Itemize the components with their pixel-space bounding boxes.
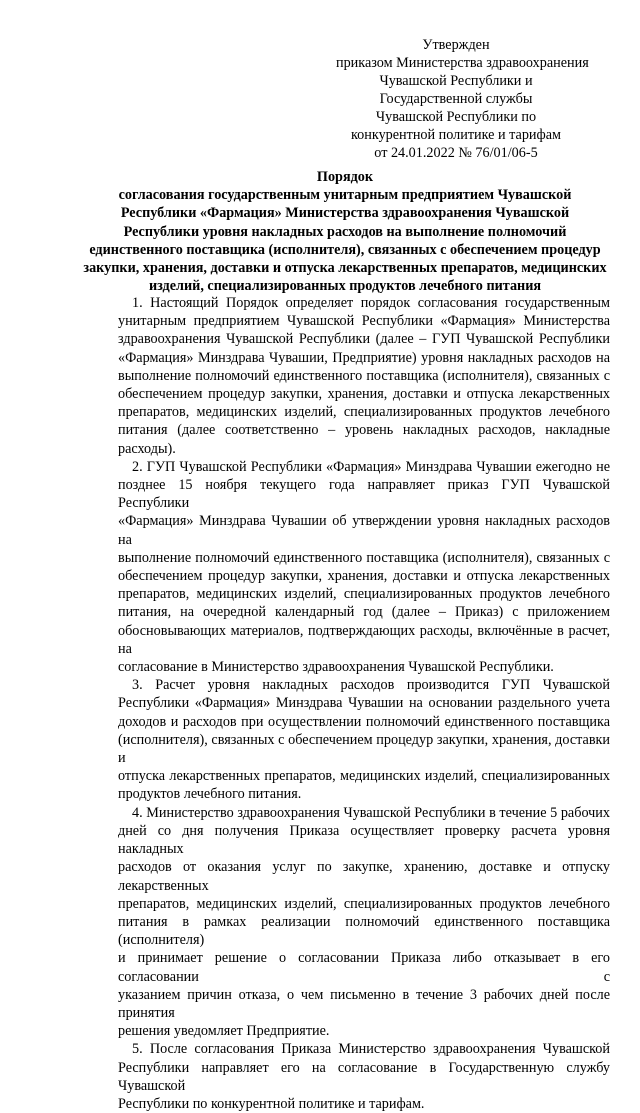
paragraph-line: и принимает решение о согласовании Приказа либо отказывает в его согласовании с bbox=[118, 950, 610, 985]
paragraph-3 bbox=[118, 676, 610, 803]
paragraph-line: 2. ГУП Чувашской Республики «Фармация» Минздрава Чувашии ежегодно не bbox=[132, 458, 610, 475]
paragraph-line: Республики «Фармация» Минздрава Чувашии на основании раздельного учета bbox=[118, 695, 610, 712]
approval-line: от 24.01.2022 № 76/01/06-5 bbox=[374, 145, 538, 161]
paragraph-line: расходов от оказания услуг по закупке, хранению, доставке и отпуску лекарственных bbox=[118, 859, 610, 894]
approval-line: Чувашской Республики и bbox=[379, 73, 533, 89]
paragraph-line: питания в рамках реализации полномочий единственного поставщика (исполнителя) bbox=[118, 913, 610, 949]
approval-line: приказом Министерства здравоохранения bbox=[336, 55, 589, 71]
paragraph-line: 1. Настоящий Порядок определяет порядок согласования государственным bbox=[132, 295, 610, 311]
paragraph-line: питания (далее соответственно – уровень накладных расходов, накладные расходы). bbox=[118, 422, 610, 457]
title-line: Республики уровня накладных расходов на выполнение полномочий bbox=[123, 223, 567, 240]
paragraph-line: питания, на очередной календарный год (далее – Приказ) с приложением bbox=[118, 604, 610, 621]
paragraph-line: отпуска лекарственных препаратов, медицинских изделий, специализированных bbox=[118, 768, 610, 785]
paragraph-line: доходов и расходов при осуществлении полномочий единственного поставщика bbox=[118, 713, 610, 730]
paragraph-line: обеспечением процедур закупки, хранения, доставки и отпуска лекарственных bbox=[118, 568, 610, 585]
paragraph-line: препаратов, медицинских изделий, специализированных продуктов лечебного bbox=[118, 895, 610, 912]
approval-line: Государственной службы bbox=[379, 91, 533, 107]
paragraph-line: обосновывающих материалов, подтверждающих расходы, включённые в расчет, на bbox=[118, 622, 610, 657]
paragraph-line: 4. Министерство здравоохранения Чувашской Республики в течение 5 рабочих bbox=[132, 804, 610, 821]
title-line: Республики «Фармация» Министерства здравоохранения Чувашской bbox=[120, 205, 570, 222]
approval-line: Утвержден bbox=[422, 37, 490, 53]
paragraph-line: продуктов лечебного питания. bbox=[118, 786, 302, 803]
paragraph-line: здравоохранения Чувашской Республики (далее – ГУП Чувашской Республики bbox=[118, 331, 610, 348]
paragraph-line: Республики по конкурентной политике и тарифам. bbox=[118, 1095, 425, 1112]
paragraph-2 bbox=[118, 458, 610, 676]
paragraph-line: решения уведомляет Предприятие. bbox=[118, 1023, 330, 1040]
paragraph-line: препаратов, медицинских изделий, специализированных продуктов лечебного bbox=[118, 404, 610, 421]
paragraph-4 bbox=[118, 804, 610, 1041]
document-body bbox=[118, 294, 610, 1113]
paragraph-line: «Фармация» Минздрава Чувашии, Предприятие) уровня накладных расходов на bbox=[118, 349, 610, 366]
paragraph-line: препаратов, медицинских изделий, специализированных продуктов лечебного bbox=[118, 586, 610, 603]
approval-line: Чувашской Республики по bbox=[375, 109, 537, 125]
paragraph-line: Республики направляет его на согласование в Государственную службу Чувашской bbox=[118, 1059, 610, 1094]
paragraph-5 bbox=[118, 1040, 610, 1113]
paragraph-line: согласование в Министерство здравоохранения Чувашской Республики. bbox=[118, 659, 554, 676]
paragraph-line: унитарным предприятием Чувашской Республики «Фармация» Министерства bbox=[118, 313, 610, 330]
approval-stamp-block bbox=[336, 36, 589, 162]
paragraph-line: указанием причин отказа, о чем письменно в течение 3 рабочих дней после принятия bbox=[118, 986, 610, 1021]
approval-line: конкурентной политике и тарифам bbox=[351, 127, 561, 143]
paragraph-line: (исполнителя), связанных с обеспечением процедур закупки, хранения, доставки и bbox=[118, 731, 610, 767]
title-line: закупки, хранения, доставки и отпуска лекарственных препаратов, медицинских bbox=[83, 260, 607, 277]
paragraph-line: обеспечением процедур закупки, хранения, доставки и отпуска лекарственных bbox=[118, 386, 610, 403]
paragraph-line: «Фармация» Минздрава Чувашии об утверждении уровня накладных расходов на bbox=[118, 513, 610, 548]
paragraph-line: 3. Расчет уровня накладных расходов производится ГУП Чувашской bbox=[132, 677, 610, 694]
paragraph-line: выполнение полномочий единственного поставщика (исполнителя), связанных с bbox=[118, 549, 610, 566]
paragraph-line: выполнение полномочий единственного поставщика (исполнителя), связанных с bbox=[118, 367, 610, 384]
title-line: Порядок bbox=[316, 169, 374, 185]
paragraph-line: позднее 15 ноября текущего года направляет приказ ГУП Чувашской Республики bbox=[118, 477, 610, 512]
title-line: изделий, специализированных продуктов лечебного питания bbox=[148, 278, 542, 295]
paragraph-1 bbox=[118, 294, 610, 458]
paragraph-line: дней со дня получения Приказа осуществляет проверку расчета уровня накладных bbox=[118, 822, 610, 858]
paragraph-line: 5. После согласования Приказа Министерство здравоохранения Чувашской bbox=[132, 1041, 610, 1058]
title-line: единственного поставщика (исполнителя), связанных с обеспечением процедур bbox=[89, 241, 601, 258]
document-title bbox=[80, 168, 610, 295]
title-line: согласования государственным унитарным предприятием Чувашской bbox=[118, 187, 572, 204]
